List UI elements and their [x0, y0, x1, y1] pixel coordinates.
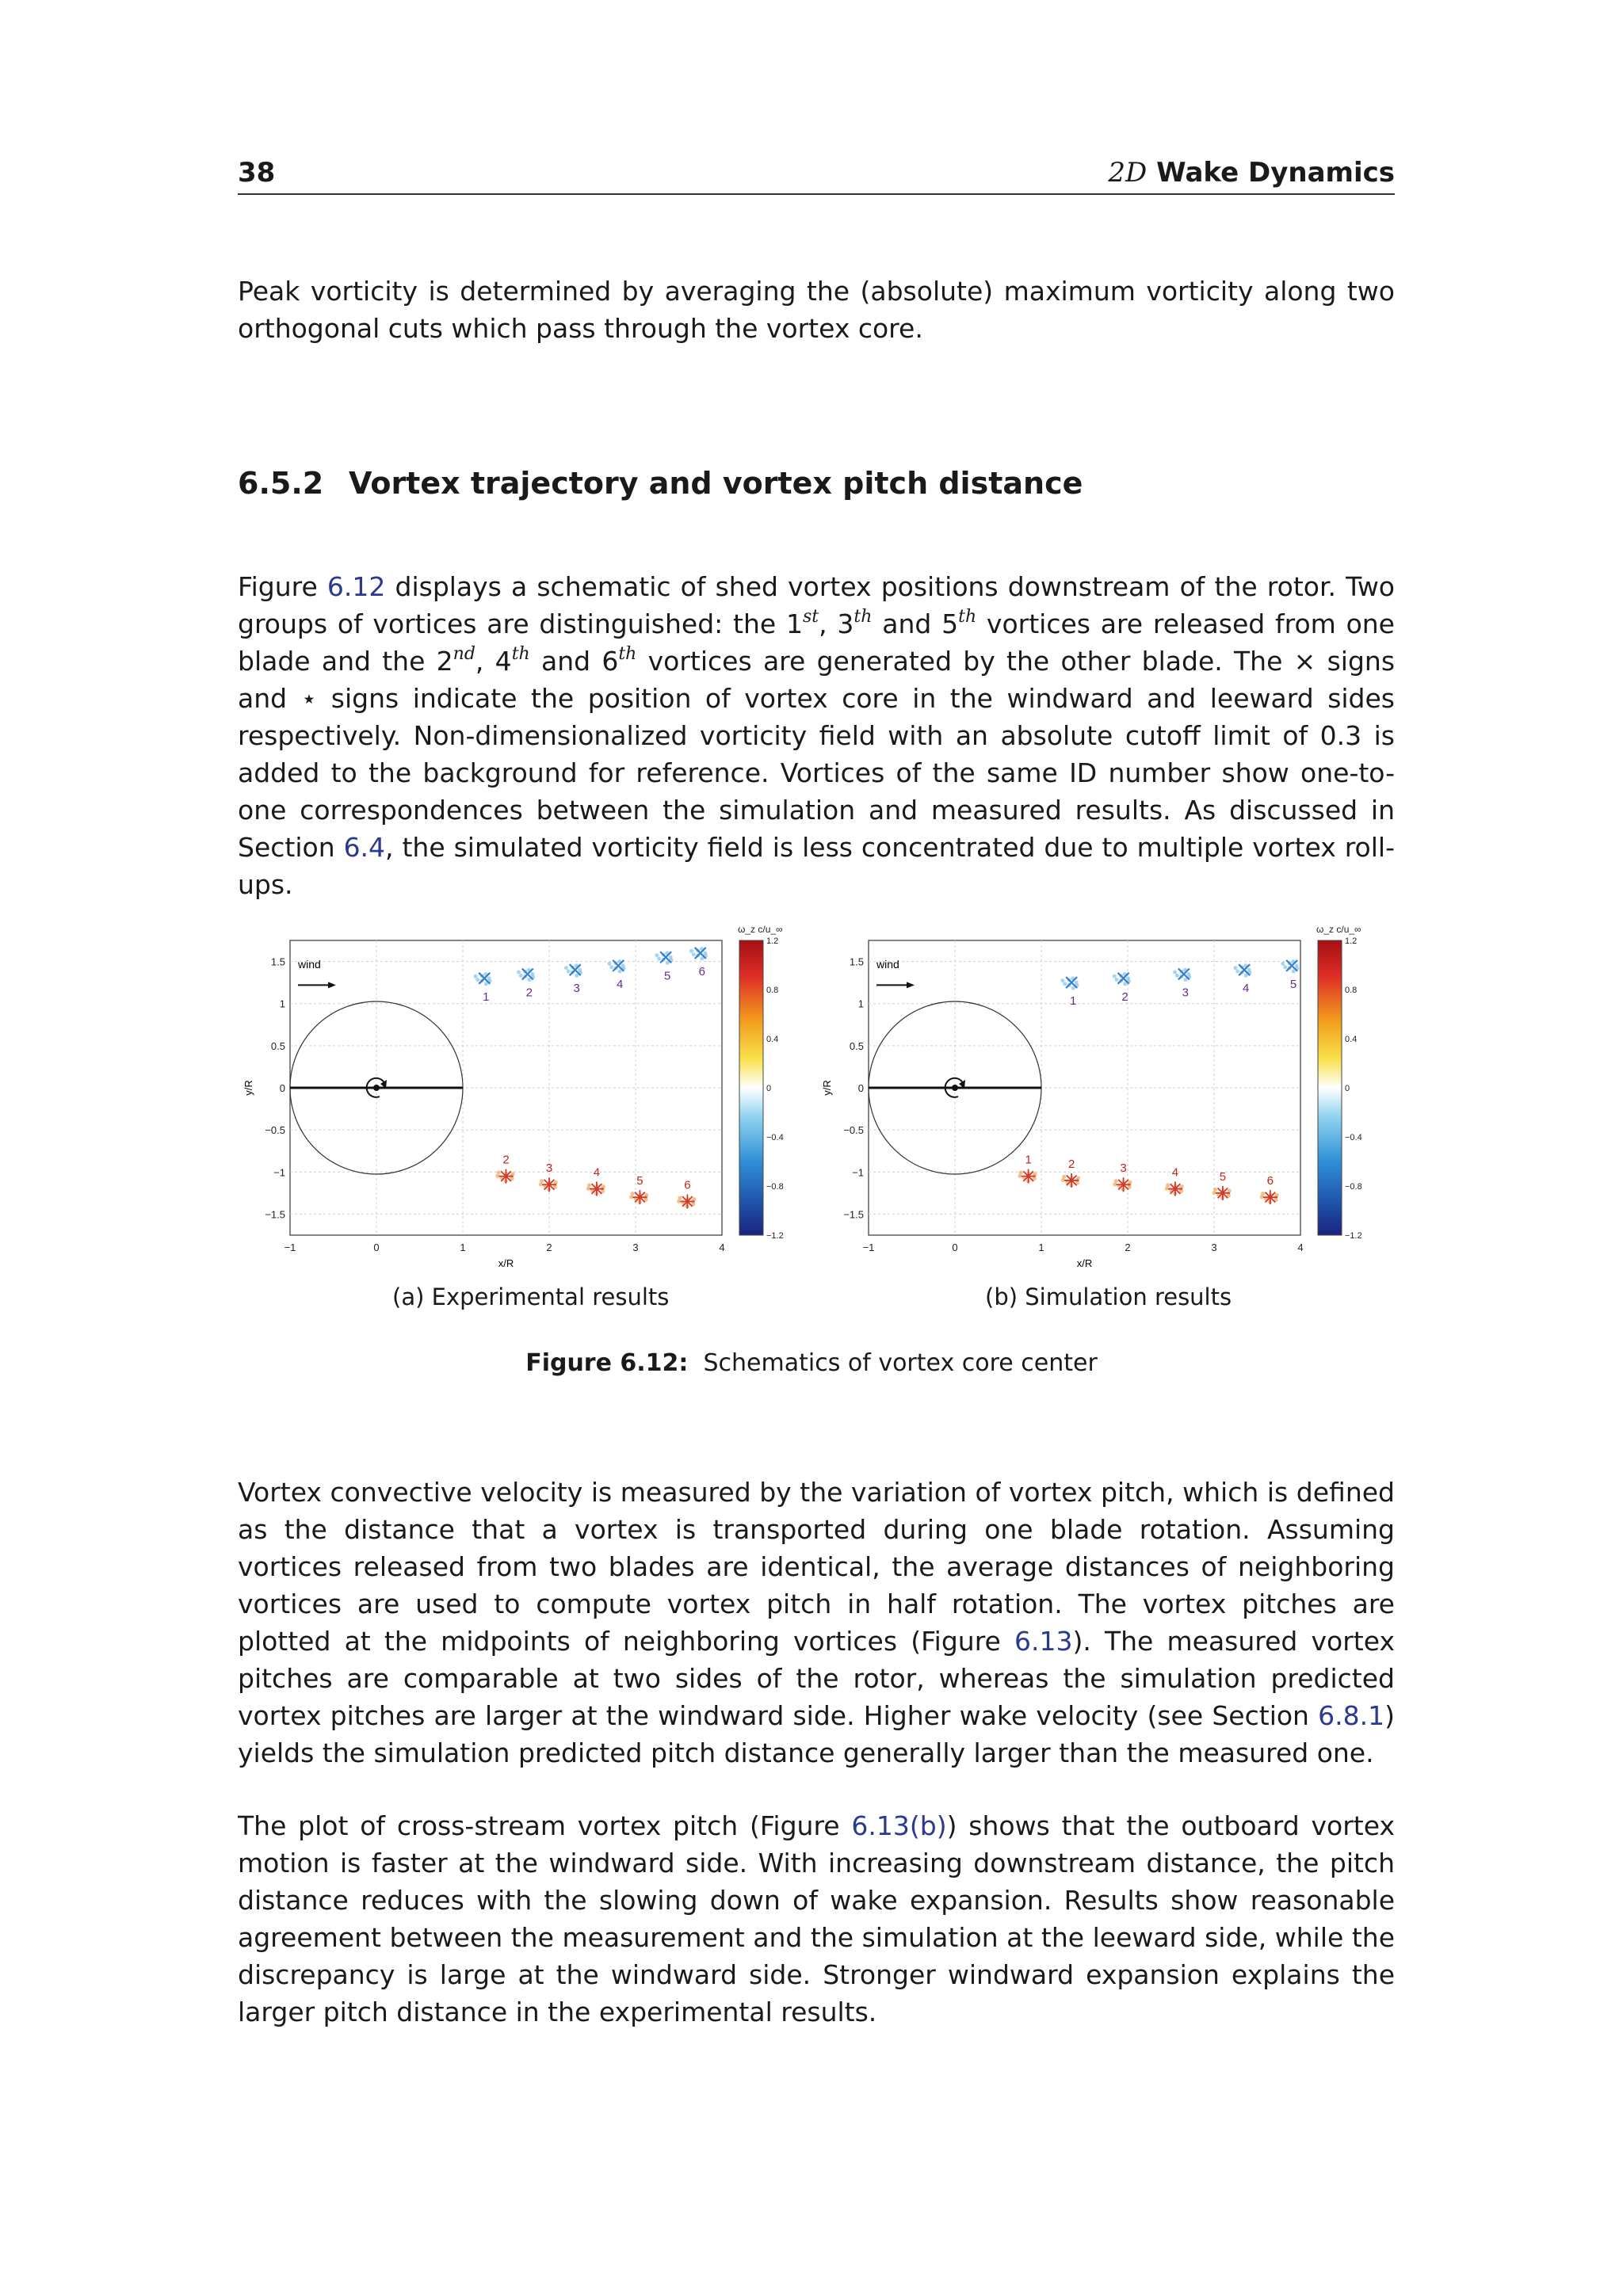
- vorticity-blob-leeward: [1062, 1175, 1066, 1179]
- vorticity-blob-leeward: [587, 1184, 591, 1188]
- leeward-vortex-marker: [1263, 1190, 1277, 1204]
- leeward-vortex-marker: [1117, 1177, 1131, 1192]
- x-tick-label: −1: [284, 1241, 296, 1253]
- windward-vortex-id: 3: [1182, 986, 1190, 1000]
- windward-vortex-id: 1: [1069, 994, 1077, 1009]
- figure-link[interactable]: 6.13: [1014, 1626, 1073, 1657]
- leeward-vortex-marker: [499, 1169, 514, 1184]
- vorticity-blob-leeward: [631, 1192, 635, 1196]
- vorticity-blob-windward: [1113, 974, 1117, 978]
- vorticity-blob-leeward: [1212, 1191, 1216, 1195]
- vorticity-blob-leeward: [1113, 1182, 1117, 1186]
- paragraph-convective-velocity: Vortex convective velocity is measured by the variation of vortex pitch, which is defined as the distance that a vortex is transported during one blade rotation. Assuming vortices released from two blades are identical, the average distances of neighboring vortices are used to compute vortex pitch in half rotation. The vortex pitches are plotted at the midpoints of neighboring vortices (Figure 6.13). The measured vortex pitches are comparable at two sides of the rotor, whereas the simulation predicted vortex pitches are larger at the windward side. Higher wake velocity (see Section 6.8.1) yields the simulation predicted pitch distance generally larger than the measured one.: [238, 1477, 1395, 1768]
- windward-vortex-id: 2: [1121, 990, 1128, 1004]
- figure-link[interactable]: 6.13(b): [851, 1810, 947, 1841]
- colorbar-label: ω_z c/u_∞: [1316, 924, 1361, 935]
- vorticity-blob-windward: [575, 974, 579, 978]
- vorticity-blob-windward: [567, 970, 571, 974]
- leeward-vortex-id: 5: [636, 1174, 643, 1188]
- vorticity-blob-leeward: [495, 1174, 499, 1178]
- windward-vortex-id: 4: [617, 977, 624, 991]
- y-tick-label: −1: [852, 1166, 864, 1179]
- vorticity-blob-leeward: [678, 1196, 682, 1199]
- y-axis-label: y/R: [242, 1080, 254, 1096]
- y-tick-label: 0.5: [270, 1039, 285, 1052]
- leeward-vortex-marker: [590, 1182, 604, 1196]
- vorticity-blob-leeward: [540, 1179, 544, 1183]
- y-tick-label: 0: [857, 1082, 864, 1094]
- x-tick-label: 4: [1297, 1241, 1304, 1253]
- subcaption-simulation: (b) Simulation results: [985, 1283, 1232, 1310]
- vorticity-blob-windward: [1173, 970, 1177, 974]
- x-tick-label: 3: [632, 1241, 639, 1253]
- vorticity-blob-leeward: [497, 1171, 501, 1175]
- vorticity-blob-leeward: [1061, 1178, 1065, 1182]
- y-axis-label: y/R: [821, 1080, 833, 1096]
- windward-vortex-id: 5: [663, 969, 671, 983]
- vorticity-blob-windward: [609, 965, 613, 969]
- vorticity-blob-leeward: [586, 1187, 590, 1191]
- leeward-vortex-marker: [1064, 1173, 1079, 1188]
- subfigure-experimental: [242, 924, 784, 1269]
- leeward-vortex-marker: [632, 1190, 647, 1204]
- colorbar-tick-label: 0: [1345, 1084, 1350, 1093]
- vorticity-blob-leeward: [1261, 1192, 1265, 1196]
- vorticity-blob-leeward: [1018, 1174, 1022, 1178]
- figure-label: Figure 6.12:: [525, 1349, 689, 1377]
- colorbar-label: ω_z c/u_∞: [738, 924, 783, 935]
- colorbar-tick-label: 0.4: [1345, 1035, 1358, 1044]
- y-tick-label: −1: [273, 1166, 285, 1179]
- colorbar-tick-label: 0: [766, 1084, 772, 1093]
- vorticity-blob-leeward: [1033, 1172, 1037, 1176]
- vorticity-blob-leeward: [1114, 1179, 1118, 1183]
- colorbar-tick-label: 1.2: [1345, 936, 1358, 946]
- leeward-vortex-id: 5: [1219, 1169, 1227, 1184]
- x-tick-label: 0: [373, 1241, 380, 1253]
- y-tick-label: −0.5: [843, 1124, 864, 1137]
- vorticity-blob-windward: [1175, 974, 1179, 978]
- subcaption-experimental: (a) Experimental results: [392, 1283, 670, 1310]
- x-tick-label: 3: [1211, 1241, 1217, 1253]
- vorticity-blob-windward: [692, 952, 696, 956]
- vorticity-blob-leeward: [1165, 1187, 1169, 1191]
- x-tick-label: 1: [460, 1241, 466, 1253]
- colorbar-tick-label: −0.8: [766, 1182, 784, 1192]
- colorbar: [1318, 940, 1342, 1235]
- vorticity-blob-leeward: [539, 1182, 543, 1186]
- rotor-hub: [952, 1085, 958, 1091]
- colorbar-tick-label: 0.8: [766, 986, 779, 995]
- colorbar: [739, 940, 763, 1235]
- x-axis-label: x/R: [1076, 1257, 1093, 1269]
- x-axis-label: x/R: [498, 1257, 514, 1269]
- leeward-vortex-marker: [1022, 1169, 1036, 1184]
- running-title-math: 2D: [1108, 157, 1148, 189]
- y-tick-label: 0: [279, 1082, 285, 1094]
- x-tick-label: 0: [952, 1241, 958, 1253]
- vorticity-blob-windward: [1283, 965, 1287, 969]
- windward-vortex-id: 1: [483, 990, 490, 1004]
- vorticity-blob-windward: [689, 949, 693, 953]
- paragraph-peak-vorticity: Peak vorticity is determined by averaging the (absolute) maximum vorticity along two orthogonal cuts which pass through the vortex core.: [238, 276, 1395, 344]
- windward-vortex-id: 2: [525, 986, 533, 1000]
- vorticity-blob-leeward: [692, 1197, 696, 1201]
- vorticity-blob-windward: [1233, 966, 1237, 970]
- vorticity-blob-leeward: [677, 1199, 681, 1203]
- paragraph-cross-stream-pitch: The plot of cross-stream vortex pitch (Figure 6.13(b)) shows that the outboard vortex motion is faster at the windward side. With increasing downstream distance, the pitch distance reduces with the slowing down of wake expansion. Results show reasonable agreement between the measurement and the simulation at the leeward side, while the discrepancy is large at the windward side. Stronger windward expansion explains the larger pitch distance in the experimental results.: [238, 1810, 1395, 2027]
- rotor-hub: [373, 1085, 380, 1091]
- y-tick-label: −0.5: [265, 1124, 285, 1137]
- vorticity-blob-windward: [1244, 974, 1248, 978]
- vorticity-blob-windward: [517, 970, 521, 974]
- leeward-vortex-id: 2: [1067, 1157, 1075, 1171]
- running-title-text: Wake Dynamics: [1156, 157, 1395, 189]
- leeward-vortex-id: 6: [684, 1178, 691, 1192]
- vorticity-blob-leeward: [1019, 1171, 1023, 1175]
- leeward-vortex-id: 1: [1025, 1153, 1032, 1167]
- x-tick-label: 2: [1125, 1241, 1131, 1253]
- leeward-vortex-id: 4: [593, 1165, 601, 1180]
- vorticity-blob-windward: [1060, 978, 1064, 982]
- x-tick-label: 1: [1038, 1241, 1044, 1253]
- running-header: [238, 154, 1395, 195]
- vorticity-blob-windward: [1235, 970, 1239, 974]
- vorticity-blob-windward: [1281, 962, 1285, 966]
- colorbar-tick-label: −0.4: [1345, 1133, 1362, 1142]
- vorticity-blob-windward: [666, 961, 670, 965]
- vorticity-blob-leeward: [510, 1172, 514, 1176]
- colorbar-tick-label: −1.2: [766, 1231, 784, 1241]
- vorticity-blob-leeward: [1166, 1184, 1170, 1188]
- vorticity-blob-leeward: [1228, 1189, 1232, 1193]
- section-link[interactable]: 6.8.1: [1318, 1700, 1385, 1731]
- leeward-vortex-marker: [680, 1194, 694, 1208]
- vorticity-blob-leeward: [1180, 1184, 1184, 1188]
- vorticity-blob-windward: [655, 953, 659, 957]
- paragraph-figure-description: Figure 6.12 displays a schematic of shed vortex positions downstream of the rotor. Two groups of vortices are distinguished: the 1st, 3th and 5th vortices are released from one blade and the 2nd, 4th and 6th vortices are generated by the other blade. The × signs and ⋆ signs indicate the position of vortex core in the windward and leeward sides respectively. Non-dimensionalized vorticity field with an absolute cutoff limit of 0.3 is added to the background for reference. Vortices of the same ID number show one-to-one correspondences between the simulation and measured results. As discussed in Section 6.4, the simulated vorticity field is less concentrated due to multiple vortex roll-ups.: [238, 571, 1396, 900]
- leeward-vortex-id: 3: [545, 1161, 553, 1176]
- windward-vortex-id: 6: [698, 964, 705, 978]
- windward-vortex-id: 3: [573, 982, 580, 996]
- leeward-vortex-marker: [1168, 1182, 1182, 1196]
- colorbar-tick-label: 0.4: [766, 1035, 779, 1044]
- vorticity-blob-leeward: [1128, 1180, 1132, 1184]
- running-title: [1108, 157, 1395, 189]
- y-tick-label: −1.5: [265, 1208, 285, 1221]
- vorticity-blob-windward: [564, 966, 568, 970]
- vorticity-blob-windward: [475, 978, 479, 982]
- section-heading: [238, 466, 1083, 501]
- colorbar-tick-label: −0.4: [766, 1133, 784, 1142]
- vorticity-blob-leeward: [629, 1195, 633, 1199]
- y-tick-label: 1: [857, 997, 864, 1010]
- leeward-vortex-marker: [542, 1177, 556, 1192]
- colorbar-tick-label: 0.8: [1345, 986, 1358, 995]
- vorticity-blob-windward: [519, 974, 523, 978]
- subfigure-simulation: [821, 924, 1362, 1269]
- colorbar-tick-label: 1.2: [766, 936, 779, 946]
- wind-label: wind: [298, 958, 321, 971]
- colorbar-tick-label: −1.2: [1345, 1231, 1362, 1241]
- y-tick-label: 1.5: [849, 955, 864, 968]
- windward-vortex-id: 4: [1242, 982, 1250, 996]
- vorticity-blob-windward: [607, 962, 611, 966]
- leeward-vortex-id: 4: [1171, 1165, 1179, 1180]
- section-title: Vortex trajectory and vortex pitch distance: [349, 466, 1083, 501]
- vorticity-blob-windward: [1063, 982, 1067, 986]
- x-tick-label: −1: [862, 1241, 875, 1253]
- y-tick-label: −1.5: [843, 1208, 864, 1221]
- colorbar-tick-label: −0.8: [1345, 1182, 1362, 1192]
- vorticity-blob-windward: [1115, 978, 1119, 982]
- figure-caption-text: Schematics of vortex core center: [703, 1349, 1098, 1377]
- vorticity-blob-leeward: [1260, 1195, 1264, 1199]
- figure-6-12: [238, 907, 1395, 1280]
- vorticity-blob-leeward: [554, 1180, 558, 1184]
- y-tick-label: 1.5: [270, 955, 285, 968]
- leeward-vortex-id: 3: [1120, 1161, 1127, 1176]
- page-number: 38: [238, 157, 276, 189]
- windward-vortex-id: 5: [1289, 977, 1297, 991]
- x-tick-label: 2: [546, 1241, 552, 1253]
- section-link[interactable]: 6.4: [343, 832, 386, 863]
- vorticity-blob-leeward: [1213, 1188, 1217, 1192]
- y-tick-label: 1: [279, 997, 285, 1010]
- vorticity-blob-leeward: [644, 1193, 648, 1197]
- figure-link[interactable]: 6.12: [327, 571, 386, 602]
- section-number: 6.5.2: [238, 466, 324, 501]
- y-tick-label: 0.5: [849, 1039, 864, 1052]
- vorticity-blob-leeward: [1076, 1177, 1080, 1180]
- leeward-vortex-id: 2: [502, 1153, 510, 1167]
- vorticity-blob-windward: [657, 957, 661, 961]
- x-tick-label: 4: [719, 1241, 725, 1253]
- figure-caption: [0, 1349, 1623, 1377]
- vorticity-blob-leeward: [1275, 1193, 1279, 1197]
- leeward-vortex-id: 6: [1266, 1174, 1274, 1188]
- vorticity-blob-leeward: [601, 1184, 605, 1188]
- vorticity-blob-windward: [474, 974, 478, 978]
- leeward-vortex-marker: [1216, 1186, 1230, 1200]
- wind-label: wind: [876, 958, 899, 971]
